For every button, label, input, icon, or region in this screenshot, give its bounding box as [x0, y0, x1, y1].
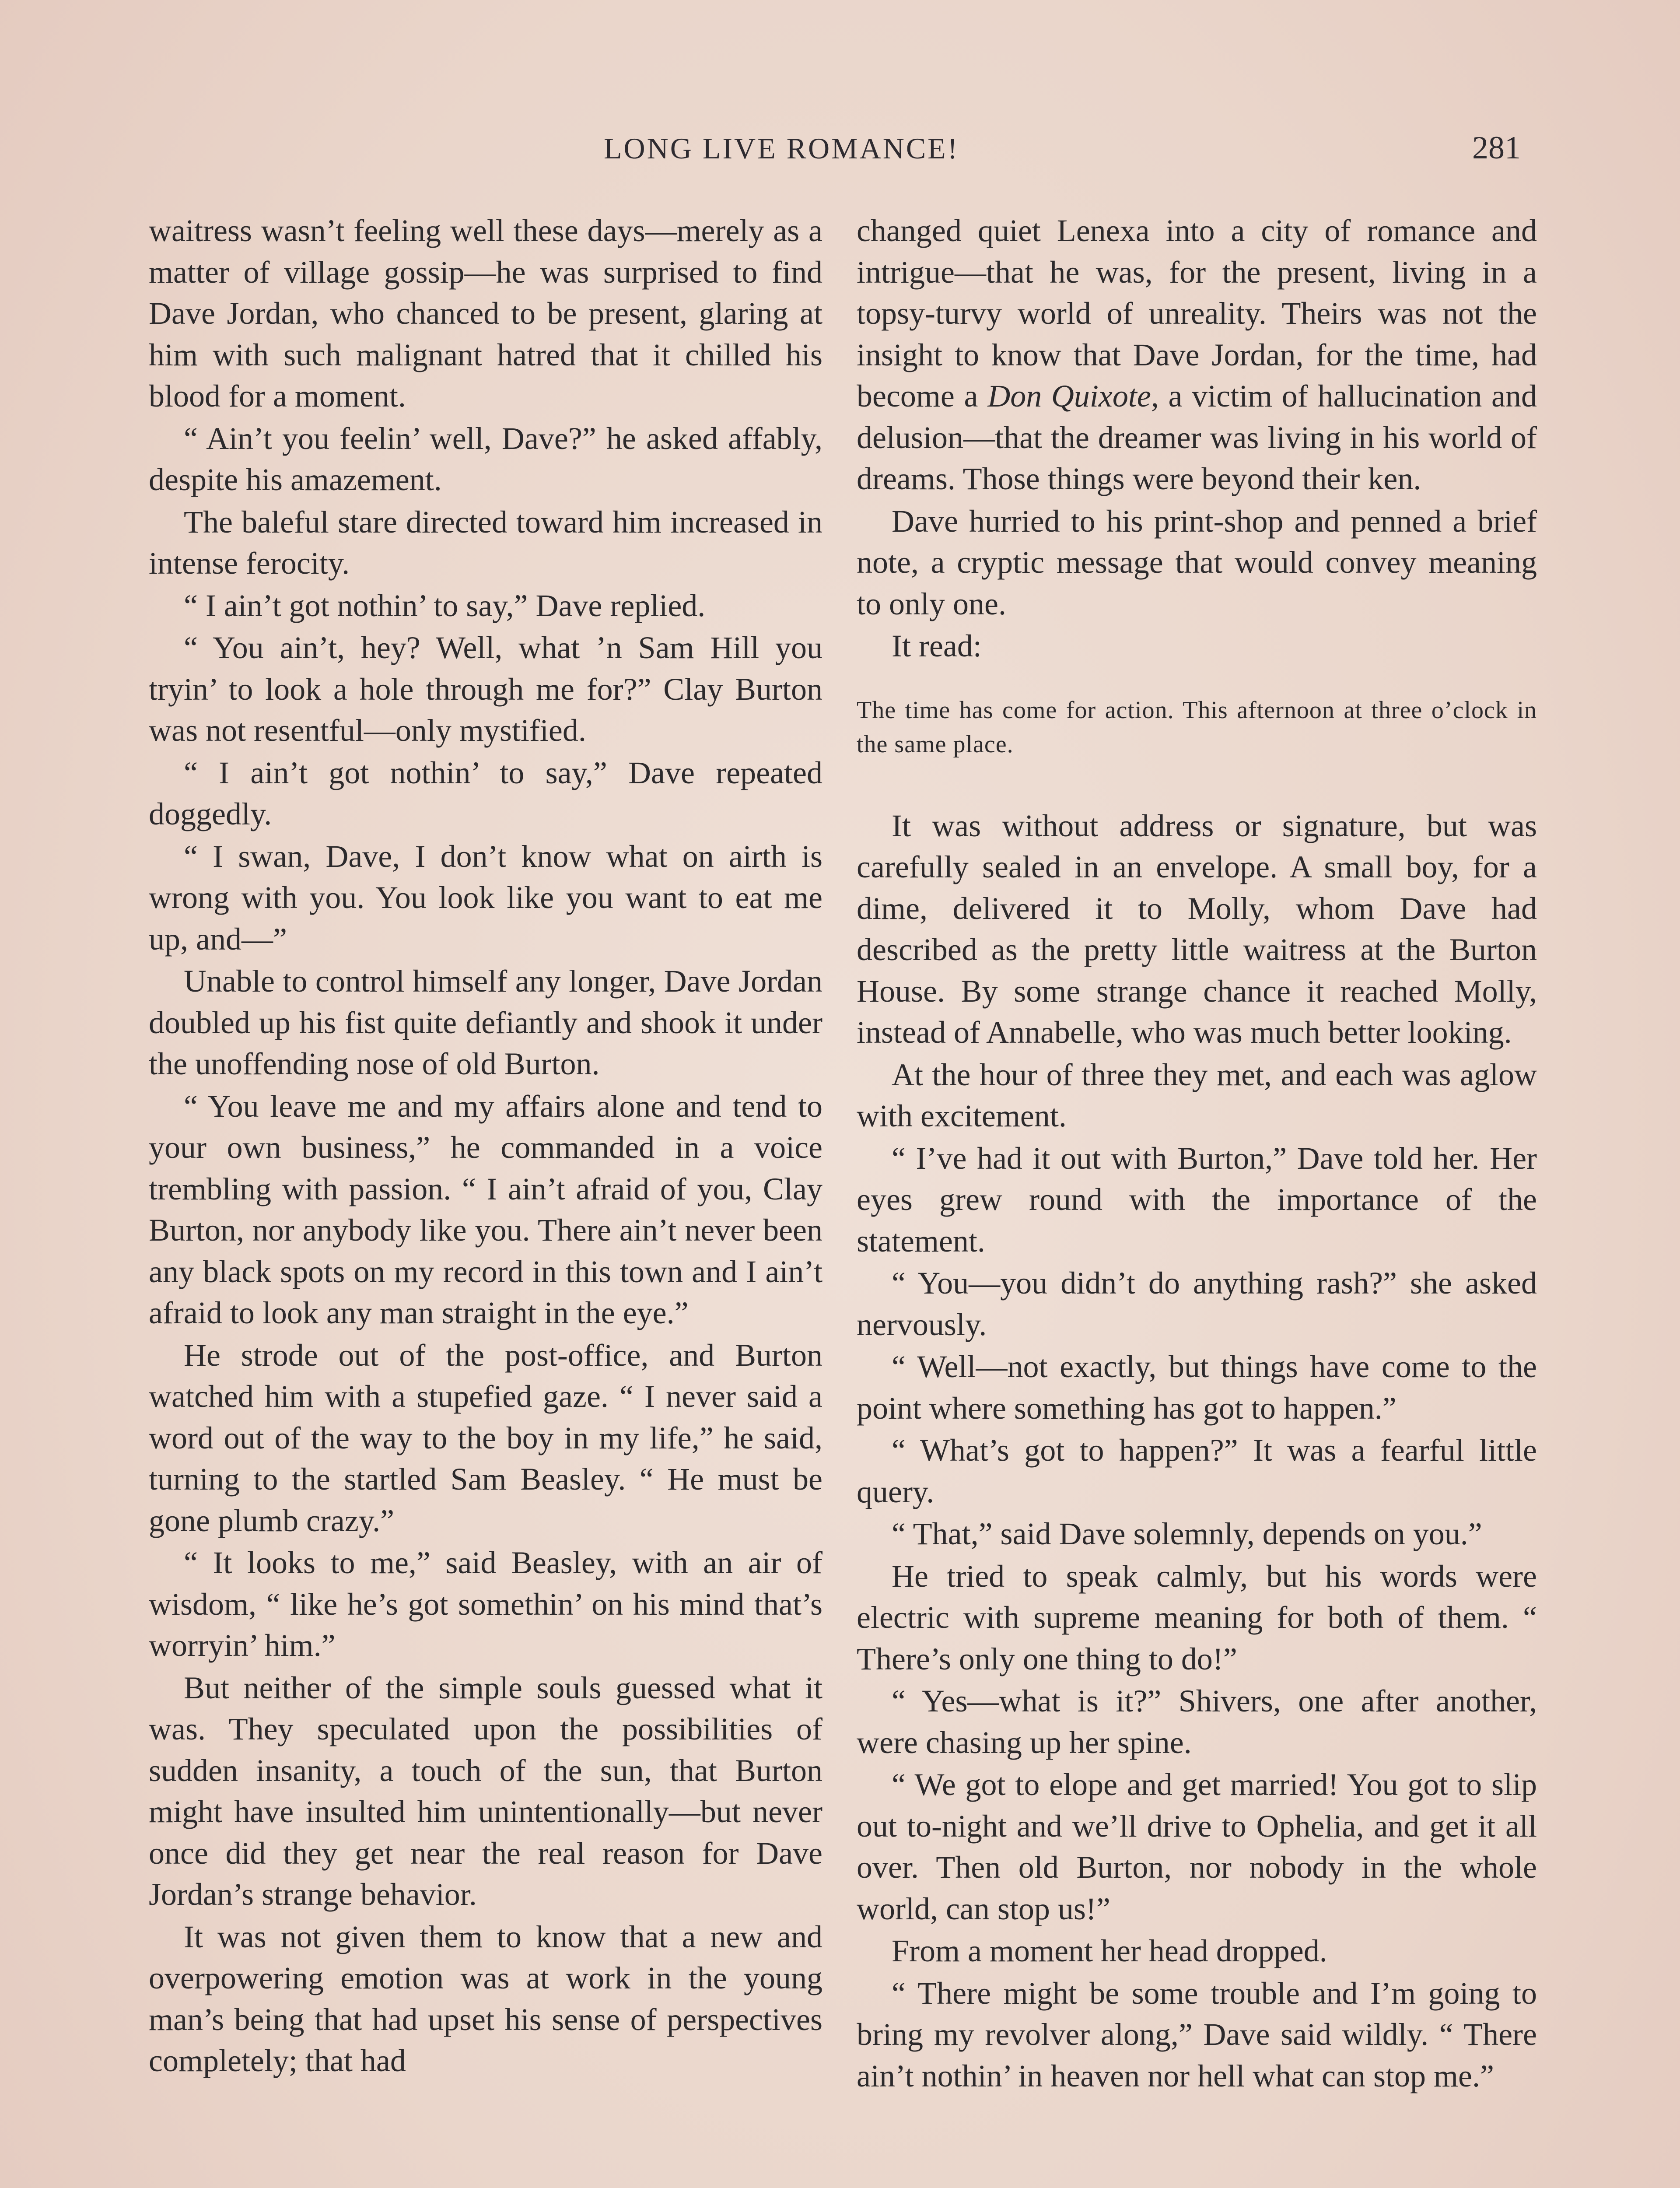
paragraph: It read: — [892, 628, 982, 663]
paragraph: “ I swan, Dave, I don’t know what on airth is wrong with you. You look like you want to eat me up, and—” — [149, 838, 822, 957]
page-number: 281 — [1472, 130, 1521, 166]
paragraph: The baleful stare directed toward him increased in intense ferocity. — [149, 504, 822, 581]
paragraph: “ You leave me and my affairs alone and tend to your own business,” he commanded in a voice trembling with passion. “ I ain’t afraid of you, Clay Burton, nor anybody like you. There ain’t never been any black spots on my record in this town and I ain’t afraid to look any man straight in the eye.” — [149, 1088, 822, 1330]
paragraph: “ I ain’t got nothin’ to say,” Dave replied. — [184, 588, 706, 623]
running-head: LONG LIVE ROMANCE! — [604, 132, 959, 165]
paragraph: He tried to speak calmly, but his words were electric with supreme meaning for both of them. “ There’s only one thing to do!” — [857, 1558, 1537, 1676]
paragraph: “ You ain’t, hey? Well, what ’n Sam Hill you tryin’ to look a hole through me for?” Clay Burton was not resentful—only mystified. — [149, 630, 822, 748]
paragraph-text: changed quiet Lenexa into a city of romance and intrigue—that he was, for the present, living in a topsy-turvy world of unreality. Theirs was not the insight to know that Dave Jordan, for the time, had become a — [857, 213, 1537, 414]
right-text-column — [857, 210, 1537, 2097]
paragraph: “ That,” said Dave solemnly, depends on you.” — [892, 1516, 1482, 1551]
paragraph: “ You—you didn’t do anything rash?” she asked nervously. — [857, 1266, 1537, 1342]
paragraph: “ I’ve had it out with Burton,” Dave told her. Her eyes grew round with the importance of the statement. — [857, 1140, 1537, 1259]
paragraph: It was not given them to know that a new and overpowering emotion was at work in the young man’s being that had upset his sense of perspectives completely; that had — [149, 1919, 822, 2078]
paragraph: It was without address or signature, but was carefully sealed in an envelope. A small boy, for a dime, delivered it to Molly, whom Dave had described as the pretty little waitress at the Burton House. By some strange chance it reached Molly, instead of Annabelle, who was much better looking. — [857, 808, 1537, 1050]
paragraph: “ There might be some trouble and I’m going to bring my revolver along,” Dave said wildly. “ There ain’t nothin’ in heaven nor hell what can stop me.” — [857, 1975, 1537, 2093]
paragraph: “ We got to elope and get married! You got to slip out to-night and we’ll drive to Ophelia, and get it all over. Then old Burton, nor nobody in the whole world, can stop us!” — [857, 1767, 1537, 1926]
note-quote: The time has come for action. This afternoon at three o’clock in the same place. — [857, 696, 1537, 758]
paragraph: Unable to control himself any longer, Dave Jordan doubled up his fist quite defiantly and shook it under the unoffending nose of old Burton. — [149, 964, 822, 1081]
paragraph: But neither of the simple souls guessed what it was. They speculated upon the possibilities of sudden insanity, a touch of the sun, that Burton might have insulted him unintentionally—but never once did they get near the real reason for Dave Jordan’s strange behavior. — [149, 1670, 822, 1912]
paragraph: “ Well—not exactly, but things have come to the point where something has got to happen.” — [857, 1349, 1537, 1426]
paragraph: “ I ain’t got nothin’ to say,” Dave repeated doggedly. — [149, 755, 822, 831]
paragraph: “ What’s got to happen?” It was a fearful little query. — [857, 1433, 1537, 1509]
paragraph: “ Ain’t you feelin’ well, Dave?” he asked affably, despite his amazement. — [149, 421, 822, 497]
paragraph: waitress wasn’t feeling well these days—merely as a matter of village gossip—he was surprised to find Dave Jordan, who chanced to be present, glaring at him with such malignant hatred that it chilled his blood for a moment. — [149, 213, 822, 414]
paragraph: He strode out of the post-office, and Burton watched him with a stupefied gaze. “ I never said a word out of the way to the boy in my life,” he said, turning to the startled Sam Beasley. “ He must be gone plumb crazy.” — [149, 1337, 822, 1538]
left-text-column — [149, 210, 822, 2083]
paragraph: “ Yes—what is it?” Shivers, one after another, were chasing up her spine. — [857, 1683, 1537, 1760]
paragraph: “ It looks to me,” said Beasley, with an air of wisdom, “ like he’s got somethin’ on his mind that’s worryin’ him.” — [149, 1545, 822, 1663]
italic-title: Don Quixote — [987, 379, 1151, 414]
paragraph: Dave hurried to his print-shop and penned a brief note, a cryptic message that would convey meaning to only one. — [857, 503, 1537, 621]
paragraph: From a moment her head dropped. — [892, 1933, 1327, 1968]
paragraph-text-continued: , a victim of hallucination and delusion—that the dreamer was living in his world of dreams. Those things were beyond their ken. — [857, 379, 1537, 496]
paragraph — [857, 210, 1537, 500]
paragraph: At the hour of three they met, and each was aglow with excitement. — [857, 1057, 1537, 1133]
